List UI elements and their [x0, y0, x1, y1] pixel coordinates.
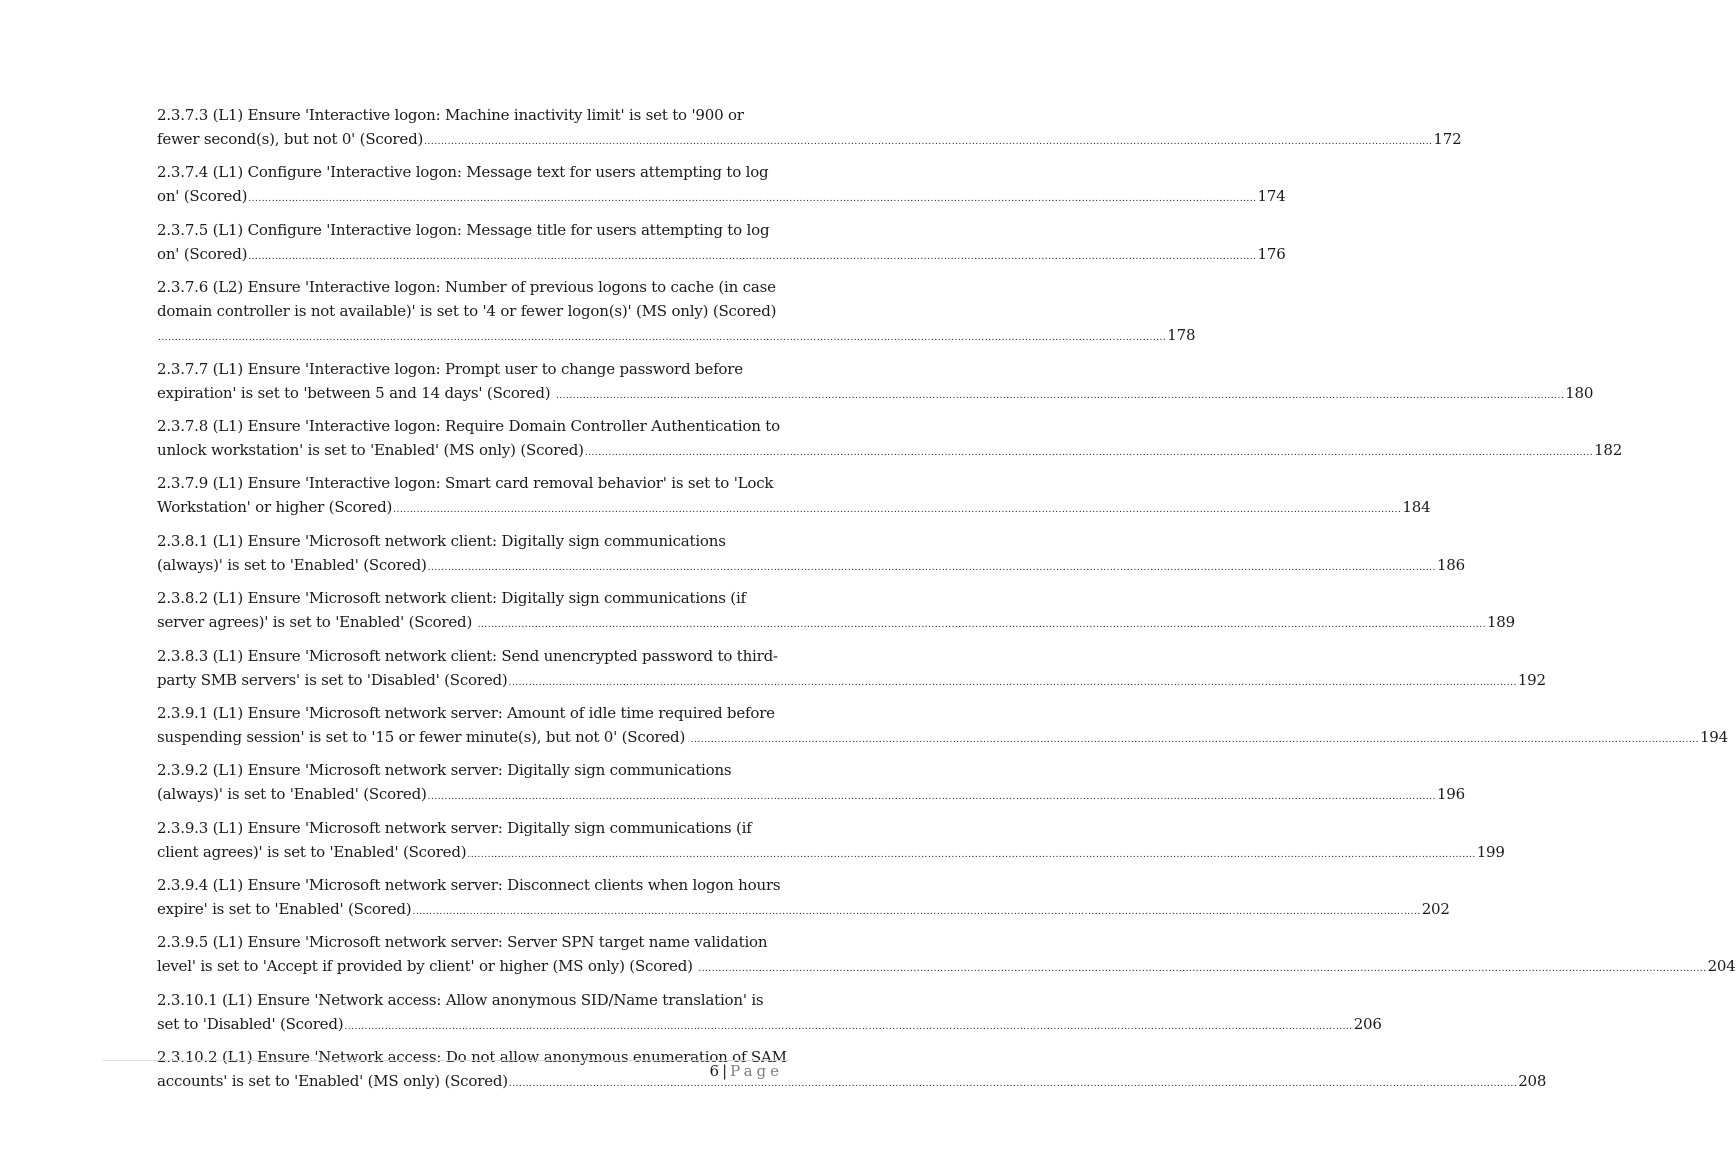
- toc-entry-text: Workstation' or higher (Scored): [157, 498, 393, 517]
- dot-leader: [556, 391, 1564, 401]
- toc-entry-text: set to 'Disabled' (Scored): [157, 1014, 344, 1033]
- toc-entry[interactable]: [157, 357, 1594, 408]
- toc-entry[interactable]: [157, 701, 1728, 752]
- toc-entry-last-line: [157, 438, 1623, 465]
- page-footer: [710, 1062, 783, 1080]
- toc-entry-text: (always)' is set to 'Enabled' (Scored): [157, 785, 427, 804]
- toc-entry-text: 2.3.10.1 (L1) Ensure 'Network access: Allow anonymous SID/Name translation' is: [157, 990, 764, 1009]
- toc-entry[interactable]: [157, 586, 1515, 637]
- dot-leader: [428, 563, 1436, 573]
- toc-entry-last-line: [157, 954, 1736, 981]
- dot-leader: [509, 678, 1517, 688]
- toc-page-number[interactable]: 194: [1699, 727, 1728, 746]
- toc-entry-text: accounts' is set to 'Enabled' (MS only) (Scored): [157, 1072, 508, 1091]
- dot-leader: [248, 194, 1256, 204]
- dot-leader: [393, 505, 1401, 515]
- toc-entry[interactable]: [157, 816, 1505, 867]
- toc-page-number[interactable]: 180: [1565, 383, 1594, 402]
- toc-entry-text: 2.3.8.2 (L1) Ensure 'Microsoft network client: Digitally sign communications (if: [157, 589, 746, 608]
- toc-entry-text: 2.3.7.7 (L1) Ensure 'Interactive logon: Prompt user to change password before: [157, 359, 743, 378]
- toc-entry-last-line: [157, 1069, 1547, 1096]
- toc-entry-text: party SMB servers' is set to 'Disabled' (Scored): [157, 670, 508, 689]
- toc-entry-text: expiration' is set to 'between 5 and 14 days' (Scored): [157, 383, 555, 402]
- toc-entry-last-line: [157, 242, 1286, 269]
- dot-leader: [158, 333, 1166, 343]
- toc-entry-text: 2.3.7.6 (L2) Ensure 'Interactive logon: Number of previous logons to cache (in case: [157, 278, 776, 297]
- toc-page-number[interactable]: 199: [1476, 842, 1505, 861]
- toc-entry-text: 2.3.9.3 (L1) Ensure 'Microsoft network server: Digitally sign communications (if: [157, 818, 752, 837]
- toc-entry-text: (always)' is set to 'Enabled' (Scored): [157, 555, 427, 574]
- dot-leader: [467, 850, 1475, 860]
- page-number: 6: [709, 1062, 720, 1080]
- toc-page-number[interactable]: 204: [1707, 957, 1736, 976]
- toc-entry-last-line: [157, 1012, 1382, 1039]
- toc-entry-last-line: [157, 184, 1286, 211]
- dot-leader: [691, 735, 1699, 745]
- toc-entry-last-line: [157, 897, 1450, 924]
- toc-entry-text: 2.3.7.4 (L1) Configure 'Interactive logon: Message text for users attempting to log: [157, 163, 769, 182]
- toc-entry-text: server agrees)' is set to 'Enabled' (Scored): [157, 613, 477, 632]
- toc-entry-last-line: [157, 381, 1594, 408]
- toc-entry-last-line: [157, 725, 1728, 752]
- toc-entry[interactable]: [157, 873, 1450, 924]
- toc-page-number[interactable]: 192: [1517, 670, 1546, 689]
- toc-page-number[interactable]: 184: [1402, 498, 1431, 517]
- toc-entry-text: client agrees)' is set to 'Enabled' (Scored): [157, 842, 467, 861]
- toc-entry[interactable]: [157, 1045, 1547, 1096]
- toc-entry-text: unlock workstation' is set to 'Enabled' (MS only) (Scored): [157, 440, 584, 459]
- footer-divider: [103, 1060, 789, 1061]
- footer-separator: |: [722, 1062, 728, 1080]
- toc-page-number[interactable]: 182: [1594, 440, 1623, 459]
- toc-entry-text: 2.3.8.1 (L1) Ensure 'Microsoft network client: Digitally sign communications: [157, 531, 726, 550]
- toc-entry-text: 2.3.7.3 (L1) Ensure 'Interactive logon: Machine inactivity limit' is set to '900 or: [157, 106, 744, 124]
- toc-entry-text: expire' is set to 'Enabled' (Scored): [157, 900, 412, 919]
- toc-entry-text: 2.3.9.2 (L1) Ensure 'Microsoft network server: Digitally sign communications: [157, 761, 732, 780]
- toc-entry-last-line: [157, 840, 1505, 867]
- toc-entry-text: 2.3.7.9 (L1) Ensure 'Interactive logon: Smart card removal behavior' is set to 'Lock: [157, 474, 774, 493]
- toc-entry-last-line: [157, 495, 1431, 522]
- toc-entry-text: level' is set to 'Accept if provided by client' or higher (MS only) (Scored): [157, 957, 698, 976]
- toc-page-number[interactable]: 206: [1353, 1014, 1382, 1033]
- toc-page-number[interactable]: 176: [1257, 244, 1286, 263]
- toc-page-number[interactable]: 189: [1486, 613, 1515, 632]
- toc-page-number[interactable]: 196: [1436, 785, 1465, 804]
- toc-entry[interactable]: [157, 988, 1382, 1039]
- toc-entry-text: 2.3.7.5 (L1) Configure 'Interactive logon: Message title for users attempting to log: [157, 220, 770, 239]
- toc-entry-last-line: [157, 323, 1196, 350]
- toc-entry-last-line: [157, 127, 1462, 154]
- toc-entry-text: on' (Scored): [157, 187, 248, 206]
- toc-entry-text: 2.3.10.2 (L1) Ensure 'Network access: Do not allow anonymous enumeration of SAM: [157, 1048, 787, 1067]
- toc-page-number[interactable]: 202: [1421, 900, 1450, 919]
- toc-entry-text: suspending session' is set to '15 or fewer minute(s), but not 0' (Scored): [157, 727, 690, 746]
- toc-entry[interactable]: [157, 414, 1623, 465]
- toc-entry[interactable]: [157, 103, 1462, 154]
- dot-leader: [509, 1079, 1517, 1089]
- toc-entry[interactable]: [157, 758, 1465, 809]
- dot-leader: [698, 964, 1706, 974]
- toc-entry-text: domain controller is not available)' is set to '4 or fewer logon(s)' (MS only) (Scored): [157, 302, 777, 321]
- page-label: Page: [730, 1062, 783, 1080]
- toc-entry-last-line: [157, 610, 1515, 637]
- toc-entry-text: on' (Scored): [157, 244, 248, 263]
- table-of-contents: [157, 103, 1736, 1103]
- toc-page-number[interactable]: 172: [1433, 130, 1462, 148]
- toc-entry-text: fewer second(s), but not 0' (Scored): [157, 130, 424, 148]
- toc-entry-last-line: [157, 668, 1546, 695]
- dot-leader: [478, 620, 1486, 630]
- toc-entry[interactable]: [157, 930, 1736, 981]
- toc-entry[interactable]: [157, 218, 1286, 269]
- toc-entry-text: 2.3.9.1 (L1) Ensure 'Microsoft network server: Amount of idle time required before: [157, 703, 775, 722]
- dot-leader: [424, 137, 1432, 147]
- toc-page-number[interactable]: 174: [1257, 187, 1286, 206]
- toc-page-number[interactable]: 178: [1167, 326, 1196, 345]
- toc-entry[interactable]: [157, 160, 1286, 211]
- toc-entry[interactable]: [157, 471, 1431, 522]
- dot-leader: [585, 448, 1593, 458]
- toc-entry[interactable]: [157, 644, 1546, 695]
- dot-leader: [412, 907, 1420, 917]
- toc-entry-text: 2.3.9.5 (L1) Ensure 'Microsoft network server: Server SPN target name validation: [157, 933, 768, 952]
- toc-entry[interactable]: [157, 529, 1465, 580]
- dot-leader: [344, 1022, 1352, 1032]
- toc-entry-text: 2.3.8.3 (L1) Ensure 'Microsoft network client: Send unencrypted password to third-: [157, 646, 778, 665]
- toc-entry-text: 2.3.9.4 (L1) Ensure 'Microsoft network server: Disconnect clients when logon hours: [157, 876, 781, 895]
- dot-leader: [248, 252, 1256, 262]
- toc-entry-last-line: [157, 782, 1465, 809]
- toc-page-number[interactable]: 186: [1436, 555, 1465, 574]
- dot-leader: [428, 792, 1436, 802]
- toc-entry-text: 2.3.7.8 (L1) Ensure 'Interactive logon: Require Domain Controller Authentication to: [157, 416, 780, 435]
- toc-entry-last-line: [157, 553, 1465, 580]
- toc-entry[interactable]: [157, 275, 1196, 350]
- toc-page-number[interactable]: 208: [1518, 1072, 1547, 1091]
